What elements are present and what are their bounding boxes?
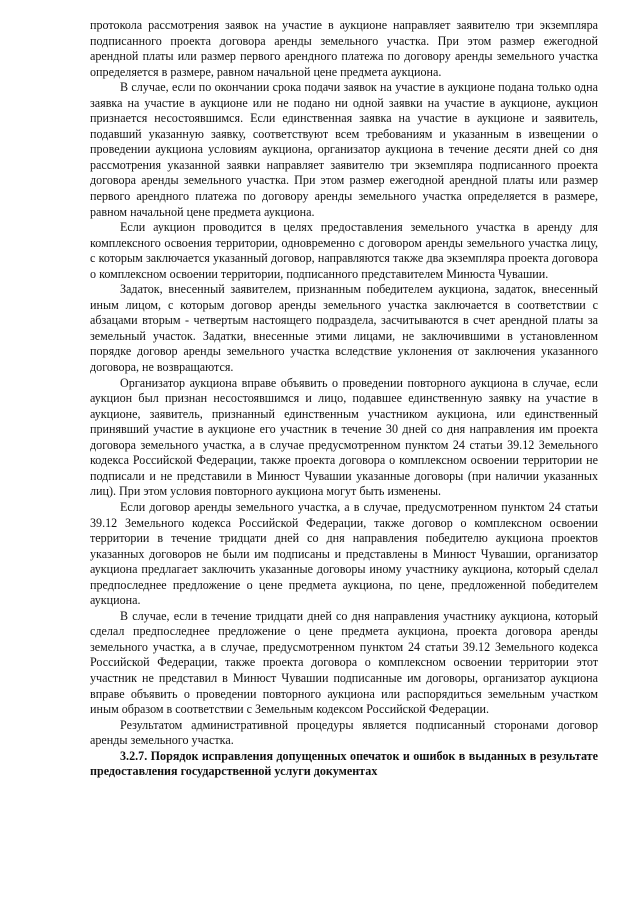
- paragraph-deposit: Задаток, внесенный заявителем, признанным победителем аукциона, задаток, внесенный иным лицом, с которым договор аренды земельного участка заключается в соответствии с абзацами вторым - четвертым настоящего подраздела, засчитываются в счет арендной платы за земельный участок. Задатки, внесенные этими лицами, не заключившими в установленном порядке договор аренды земельного участка вследствие уклонения от заключения указанного договора, не возвращаются.: [90, 282, 598, 375]
- paragraph-continuation: протокола рассмотрения заявок на участие в аукционе направляет заявителю три экземпляра подписанного проекта договора аренды земельного участка. При этом размер ежегодной арендной платы или размер первого арендного платежа по договору аренды земельного участка определяется в размере, равном начальной цене предмета аукциона.: [90, 18, 598, 79]
- paragraph-result: Результатом административной процедуры является подписанный сторонами договор аренды земельного участка.: [90, 717, 598, 748]
- paragraph-unsigned-contract: Если договор аренды земельного участка, а в случае, предусмотренном пунктом 24 статьи 39.12 Земельного кодекса Российской Федерации, также договор о комплексном освоении территории в течение тридцати дней со дня направления победителю аукциона проектов указанных договоров не были им подписаны и представлены в Минюст Чувашии, организатор аукциона предлагает заключить указанные договоры иному участнику аукциона, который сделал предпоследнее предложение о цене предмета аукциона, по цене, предложенной победителем аукциона.: [90, 499, 598, 608]
- paragraph-second-bidder: В случае, если в течение тридцати дней со дня направления участнику аукциона, который сделал предпоследнее предложение о цене предмета аукциона, проекта договора аренды земельного участка, а в случае, предусмотренном пунктом 24 статьи 39.12 Земельного кодекса Российской Федерации, также проекта договора о комплексном освоении территории этот участник не представил в Минюст Чувашии подписанные им договоры, организатор аукциона вправе объявить о проведении повторного аукциона или распорядиться земельным участком иным образом в соответствии с Земельным кодексом Российской Федерации.: [90, 608, 598, 717]
- section-heading: 3.2.7. Порядок исправления допущенных опечаток и ошибок в выданных в результате предоставления государственной услуги документах: [90, 748, 598, 779]
- paragraph-repeat-auction: Организатор аукциона вправе объявить о проведении повторного аукциона в случае, если аукцион был признан несостоявшимся и лицо, подавшее единственную заявку на участие в аукционе, заявитель, признанный единственным участником аукциона, или единственный принявший участие в аукционе его участник в течение 30 дней со дня направления им проекта договора земельного участка, а в случае предусмотренном пунктом 24 статьи 39.12 Земельного кодекса Российской Федерации, также проекта договора о комплексном освоении территории не подписали и не представили в Минюст Чувашии указанные договоры (при наличии указанных лиц). При этом условия повторного аукциона могут быть изменены.: [90, 375, 598, 499]
- paragraph-single-bid: В случае, если по окончании срока подачи заявок на участие в аукционе подана только одна заявка на участие в аукционе или не подано ни одной заявки на участие в аукционе, аукцион признается несостоявшимся. Если единственная заявка на участие в аукционе и заявитель, подавший указанную заявку, соответствуют всем требованиям и указанным в извещении о проведении аукциона условиям аукциона, организатор аукциона в течение десяти дней со дня рассмотрения указанной заявки направляет заявителю три экземпляра подписанного проекта договора аренды земельного участка. При этом размер ежегодной арендной платы или размер первого арендного платежа по договору аренды земельного участка определяется в размере, равном начальной цене предмета аукциона.: [90, 80, 598, 219]
- paragraph-complex-development: Если аукцион проводится в целях предоставления земельного участка в аренду для комплексного освоения территории, одновременно с договором аренды земельного участка лицу, с которым заключается указанный договор, направляются также два экземпляра проекта договора о комплексном освоении территории, подписанного представителем Минюста Чувашии.: [90, 220, 598, 281]
- document-page: [90, 18, 598, 780]
